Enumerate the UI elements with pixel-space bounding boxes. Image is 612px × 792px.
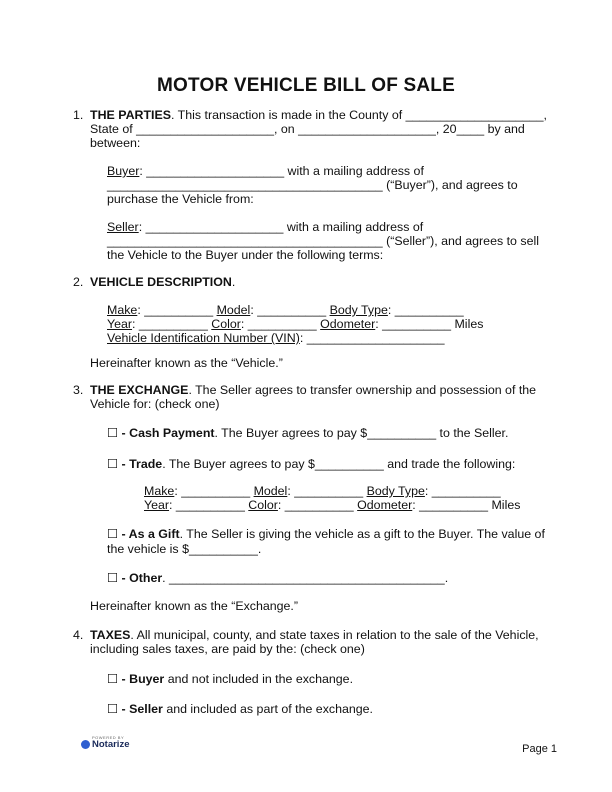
vehicle-row-2 bbox=[107, 317, 483, 332]
model-label: Model bbox=[216, 303, 251, 317]
text: and included as part of the exchange. bbox=[162, 702, 373, 716]
buyer-line-3: purchase the Vehicle from: bbox=[107, 192, 254, 206]
make-label: Make bbox=[144, 484, 175, 498]
seller-line-3: the Vehicle to the Buyer under the following terms: bbox=[107, 248, 384, 262]
section-taxes-line-2: including sales taxes, are paid by the: (check one) bbox=[90, 642, 365, 656]
notarize-logo-icon bbox=[81, 740, 90, 749]
section-heading: VEHICLE DESCRIPTION bbox=[90, 275, 232, 289]
vin-field: : ____________________ bbox=[299, 331, 445, 345]
vehicle-row-3 bbox=[107, 331, 445, 346]
odometer-field: : __________ Miles bbox=[412, 498, 521, 512]
section-parties-line-1 bbox=[90, 108, 547, 123]
trade-label: - Trade bbox=[118, 457, 163, 471]
year-field: : __________ bbox=[132, 317, 212, 331]
text: : ____________________ with a mailing address of bbox=[138, 220, 424, 234]
cash-label: - Cash Payment bbox=[118, 426, 215, 440]
section-number: 2. bbox=[73, 275, 84, 289]
text: . This transaction is made in the County of ____________________, bbox=[171, 108, 547, 122]
section-parties-line-3: between: bbox=[90, 136, 141, 150]
seller-line-1 bbox=[107, 220, 423, 235]
model-field: : __________ bbox=[250, 303, 330, 317]
checkbox-icon[interactable]: ☐ bbox=[107, 571, 119, 585]
odometer-label: Odometer bbox=[357, 498, 413, 512]
gift-label: - As a Gift bbox=[118, 527, 180, 541]
exchange-hereinafter: Hereinafter known as the “Exchange.” bbox=[90, 599, 298, 613]
make-field: : __________ bbox=[174, 484, 254, 498]
text: . The Buyer agrees to pay $__________ and trade the following: bbox=[162, 457, 516, 471]
odometer-field: : __________ Miles bbox=[375, 317, 484, 331]
checkbox-icon[interactable]: ☐ bbox=[107, 426, 119, 440]
section-exchange-line-2: Vehicle for: (check one) bbox=[90, 397, 220, 411]
section-taxes-line-1 bbox=[90, 628, 539, 643]
option-other bbox=[107, 571, 448, 586]
vehicle-row-1 bbox=[107, 303, 464, 318]
section-heading: THE PARTIES bbox=[90, 108, 172, 122]
text: . The Seller agrees to transfer ownership and possession of the bbox=[188, 383, 537, 397]
section-exchange-line-1 bbox=[90, 383, 536, 398]
section-heading: TAXES bbox=[90, 628, 131, 642]
text: . bbox=[231, 275, 236, 289]
option-trade bbox=[107, 457, 515, 472]
body-type-field: : __________ bbox=[387, 303, 464, 317]
section-number: 1. bbox=[73, 108, 84, 122]
option-gift-line-2: the vehicle is $__________. bbox=[107, 542, 262, 556]
trade-row-2 bbox=[144, 498, 520, 513]
text: and not included in the exchange. bbox=[164, 672, 354, 686]
vehicle-hereinafter: Hereinafter known as the “Vehicle.” bbox=[90, 356, 283, 370]
color-label: Color bbox=[211, 317, 241, 331]
checkbox-icon[interactable]: ☐ bbox=[107, 527, 119, 541]
option-gift-line-1 bbox=[107, 527, 545, 542]
body-type-field: : __________ bbox=[424, 484, 501, 498]
text: . ________________________________________. bbox=[162, 571, 449, 585]
text: . The Seller is giving the vehicle as a gift to the Buyer. The value of bbox=[179, 527, 545, 541]
buyer-label: Buyer bbox=[107, 164, 140, 178]
make-label: Make bbox=[107, 303, 138, 317]
seller-label: Seller bbox=[107, 220, 139, 234]
text: : ____________________ with a mailing address of bbox=[139, 164, 424, 178]
other-label: - Other bbox=[118, 571, 163, 585]
section-number: 3. bbox=[73, 383, 84, 397]
body-type-label: Body Type bbox=[366, 484, 425, 498]
section-heading: THE EXCHANGE bbox=[90, 383, 189, 397]
model-label: Model bbox=[253, 484, 288, 498]
text: . The Buyer agrees to pay $__________ to the Seller. bbox=[214, 426, 509, 440]
trade-row-1 bbox=[144, 484, 501, 499]
make-field: : __________ bbox=[137, 303, 217, 317]
page-number: Page 1 bbox=[522, 743, 557, 755]
document-title: MOTOR VEHICLE BILL OF SALE bbox=[157, 75, 455, 96]
model-field: : __________ bbox=[287, 484, 367, 498]
year-field: : __________ bbox=[169, 498, 249, 512]
color-label: Color bbox=[248, 498, 278, 512]
powered-by-text: POWERED BY bbox=[92, 735, 125, 740]
option-cash bbox=[107, 426, 508, 441]
section-vehicle-heading bbox=[90, 275, 235, 290]
checkbox-icon[interactable]: ☐ bbox=[107, 457, 119, 471]
color-field: : __________ bbox=[277, 498, 358, 512]
text: . All municipal, county, and state taxes in relation to the sale of the Vehicle, bbox=[130, 628, 539, 642]
option-taxes-buyer bbox=[107, 672, 353, 687]
buyer-line-2: ________________________________________ (“Buyer”), and agrees to bbox=[107, 178, 518, 192]
color-field: : __________ bbox=[240, 317, 321, 331]
taxes-buyer-label: - Buyer bbox=[118, 672, 165, 686]
option-taxes-seller bbox=[107, 702, 373, 717]
taxes-seller-label: - Seller bbox=[118, 702, 163, 716]
notarize-brand: Notarize bbox=[92, 739, 130, 750]
body-type-label: Body Type bbox=[329, 303, 388, 317]
odometer-label: Odometer bbox=[320, 317, 376, 331]
buyer-line-1 bbox=[107, 164, 424, 179]
seller-line-2: ________________________________________ (“Seller”), and agrees to sell bbox=[107, 234, 539, 248]
vin-label: Vehicle Identification Number (VIN) bbox=[107, 331, 300, 345]
checkbox-icon[interactable]: ☐ bbox=[107, 672, 119, 686]
section-parties-line-2: State of ____________________, on ____________________, 20____ by and bbox=[90, 122, 525, 136]
year-label: Year bbox=[107, 317, 133, 331]
year-label: Year bbox=[144, 498, 170, 512]
checkbox-icon[interactable]: ☐ bbox=[107, 702, 119, 716]
section-number: 4. bbox=[73, 628, 84, 642]
